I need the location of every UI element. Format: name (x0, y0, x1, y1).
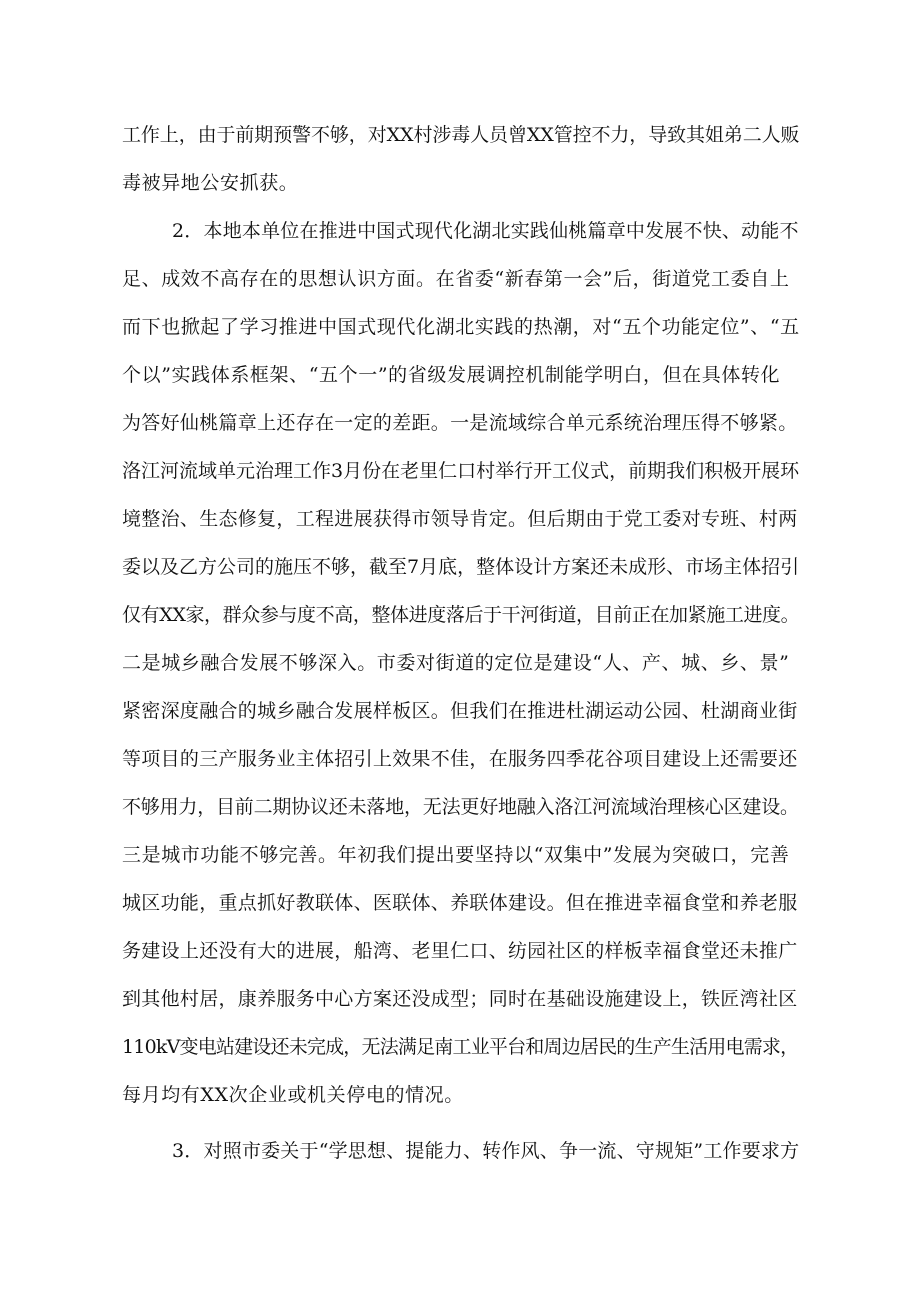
text-line: 毒被异地公安抓获。 (122, 172, 299, 194)
text-line: 到其他村居，康养服务中心方案还没成型；同时在基础设施建设上，铁匠湾社区 (122, 988, 798, 1010)
text-line: 工作上，由于前期预警不够，对XX村涉毒人员曾XX管控不力，导致其姐弟二人贩 (122, 124, 800, 146)
text-line: 城区功能，重点抓好教联体、医联体、养联体建设。但在推进幸福食堂和养老服 (122, 892, 798, 914)
text-line: 个以”实践体系框架、“五个一”的省级发展调控机制能学明白，但在具体转化 (122, 364, 781, 386)
text-line: 足、成效不高存在的思想认识方面。在省委“新春第一会”后，街道党工委自上 (122, 268, 790, 290)
text-line: 3．对照市委关于“学思想、提能力、转作风、争一流、守规矩”工作要求方 (172, 1140, 800, 1162)
text-line: 务建设上还没有大的进展，船湾、老里仁口、纺园社区的样板幸福食堂还未推广 (122, 940, 798, 962)
text-line: 紧密深度融合的城乡融合发展样板区。但我们在推进杜湖运动公园、杜湖商业街 (122, 700, 798, 722)
text-line: 境整治、生态修复，工程进展获得市领导肯定。但后期由于党工委对专班、村两 (122, 508, 798, 530)
text-line: 洛江河流域单元治理工作3月份在老里仁口村举行开工仪式，前期我们积极开展环 (122, 460, 800, 482)
text-line: 而下也掀起了学习推进中国式现代化湖北实践的热潮，对“五个功能定位”、“五 (122, 316, 800, 338)
text-line: 2．本地本单位在推进中国式现代化湖北实践仙桃篇章中发展不快、动能不 (172, 220, 799, 242)
text-line: 等项目的三产服务业主体招引上效果不佳，在服务四季花谷项目建设上还需要还 (122, 748, 798, 770)
text-line: 仅有XX家，群众参与度不高，整体进度落后于干河街道，目前正在加紧施工进度。 (122, 604, 800, 626)
text-line: 不够用力，目前二期协议还未落地，无法更好地融入洛江河流域治理核心区建设。 (122, 796, 799, 818)
text-line: 二是城乡融合发展不够深入。市委对街道的定位是建设“人、产、城、乡、景” (122, 652, 790, 674)
text-line: 110kV变电站建设还未完成，无法满足南工业平台和周边居民的生产生活用电需求， (122, 1036, 799, 1058)
text-line: 委以及乙方公司的施压不够，截至7月底，整体设计方案还未成形、市场主体招引 (122, 556, 800, 578)
text-line: 每月均有XX次企业或机关停电的情况。 (122, 1084, 464, 1106)
text-line: 三是城市功能不够完善。年初我们提出要坚持以“双集中”发展为突破口，完善 (122, 844, 790, 866)
text-line: 为答好仙桃篇章上还存在一定的差距。一是流域综合单元系统治理压得不够紧。 (122, 412, 798, 434)
